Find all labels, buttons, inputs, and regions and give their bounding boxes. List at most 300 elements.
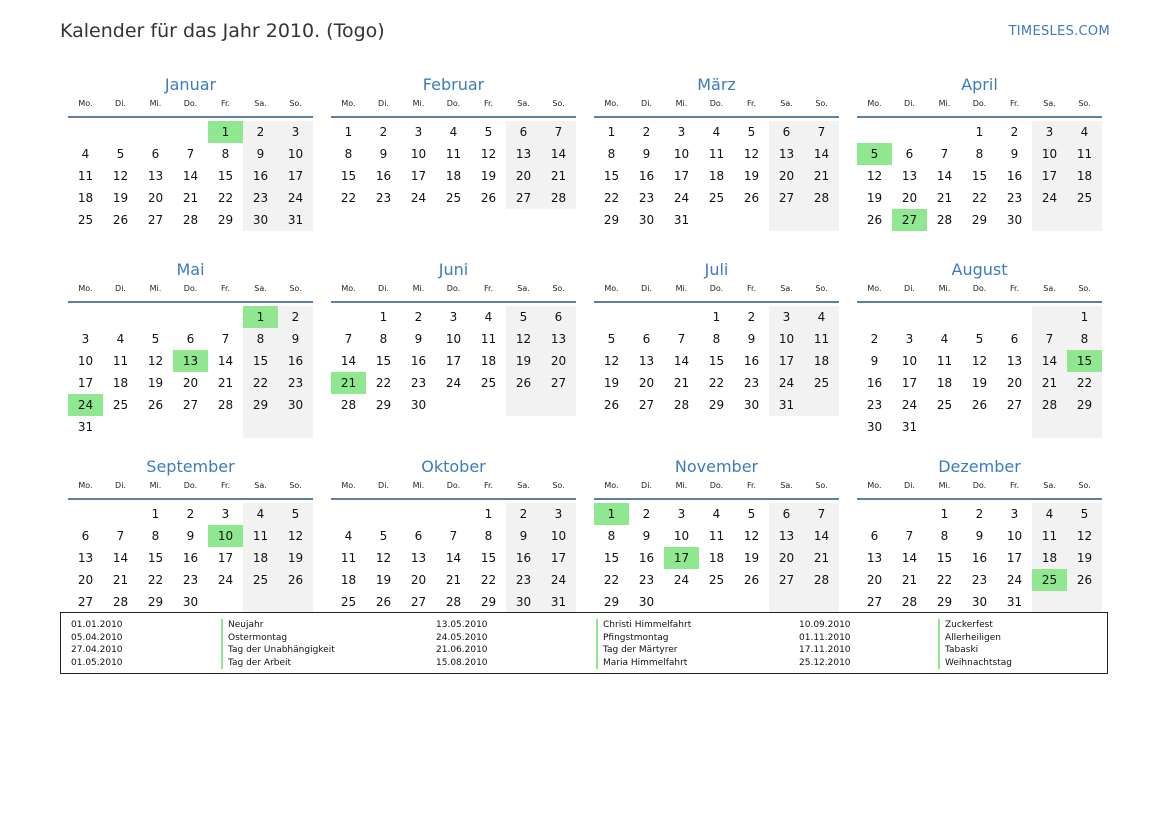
day-cell: 7 xyxy=(116,529,125,543)
day-cell: 25 xyxy=(77,213,94,227)
day-cell: 19 xyxy=(603,376,620,390)
day-cell: 17 xyxy=(664,547,699,569)
day-cell: 4 xyxy=(449,125,458,139)
day-cell: 13 xyxy=(866,551,883,565)
day-cell: 18 xyxy=(243,547,278,569)
month-name: Oktober xyxy=(421,457,486,476)
day-cell: 31 xyxy=(278,209,313,231)
day-cell: 16 xyxy=(506,547,541,569)
day-cell: 4 xyxy=(940,332,949,346)
empty-cell xyxy=(699,591,734,613)
day-cell: 5 xyxy=(484,125,493,139)
day-cell: 22 xyxy=(603,573,620,587)
weekday-label: Fr. xyxy=(483,99,494,108)
day-cell: 7 xyxy=(677,332,686,346)
weekday-header xyxy=(331,283,576,303)
day-cell: 7 xyxy=(449,529,458,543)
month-10 xyxy=(331,454,576,614)
weekday-label: Sa. xyxy=(517,284,530,293)
day-cell: 26 xyxy=(147,398,164,412)
day-grid xyxy=(331,503,576,613)
day-cell: 16 xyxy=(743,354,760,368)
day-cell: 11 xyxy=(445,147,462,161)
day-cell: 8 xyxy=(484,529,493,543)
weekday-label: Di. xyxy=(904,284,915,293)
day-cell: 22 xyxy=(1067,372,1102,394)
day-grid xyxy=(68,121,313,231)
day-cell: 18 xyxy=(112,376,129,390)
day-cell: 11 xyxy=(1032,525,1067,547)
day-cell: 24 xyxy=(278,187,313,209)
day-cell: 22 xyxy=(971,191,988,205)
day-cell: 14 xyxy=(673,354,690,368)
day-cell: 14 xyxy=(936,169,953,183)
day-cell: 9 xyxy=(506,525,541,547)
day-cell: 28 xyxy=(1032,394,1067,416)
empty-cell xyxy=(68,306,103,328)
day-cell: 29 xyxy=(217,213,234,227)
day-cell: 9 xyxy=(870,354,879,368)
day-cell: 14 xyxy=(112,551,129,565)
holiday-name: Pfingstmontag xyxy=(596,632,691,645)
weekday-label: So. xyxy=(815,284,828,293)
day-cell: 16 xyxy=(638,169,655,183)
day-cell: 17 xyxy=(769,350,804,372)
day-cell: 14 xyxy=(901,551,918,565)
day-cell: 16 xyxy=(866,376,883,390)
day-cell: 25 xyxy=(708,573,725,587)
empty-cell xyxy=(138,121,173,143)
day-cell: 4 xyxy=(344,529,353,543)
day-cell: 9 xyxy=(1010,147,1019,161)
day-cell: 13 xyxy=(541,328,576,350)
empty-cell xyxy=(664,306,699,328)
empty-cell xyxy=(138,306,173,328)
weekday-label: Mi. xyxy=(938,481,951,490)
day-cell: 7 xyxy=(905,529,914,543)
day-cell: 25 xyxy=(340,595,357,609)
day-cell: 27 xyxy=(1006,398,1023,412)
day-cell: 26 xyxy=(971,398,988,412)
day-cell: 19 xyxy=(743,169,760,183)
weekday-label: Do. xyxy=(972,284,987,293)
month-9 xyxy=(68,454,313,614)
weekday-label: Mo. xyxy=(867,284,882,293)
day-cell: 2 xyxy=(1010,125,1019,139)
day-grid xyxy=(68,503,313,613)
day-cell: 12 xyxy=(480,147,497,161)
day-cell: 8 xyxy=(151,529,160,543)
day-cell: 21 xyxy=(673,376,690,390)
day-cell: 2 xyxy=(642,125,651,139)
day-cell: 17 xyxy=(77,376,94,390)
day-cell: 14 xyxy=(804,143,839,165)
day-cell: 14 xyxy=(340,354,357,368)
empty-cell xyxy=(243,591,278,613)
empty-cell xyxy=(243,416,278,438)
day-grid xyxy=(331,306,576,416)
weekday-label: Fr. xyxy=(746,481,757,490)
empty-cell xyxy=(1032,416,1067,438)
empty-cell xyxy=(804,394,839,416)
day-cell: 26 xyxy=(743,191,760,205)
day-cell: 19 xyxy=(375,573,392,587)
day-cell: 4 xyxy=(116,332,125,346)
day-cell: 1 xyxy=(484,507,493,521)
day-cell: 26 xyxy=(866,213,883,227)
day-cell: 5 xyxy=(278,503,313,525)
empty-cell xyxy=(699,209,734,231)
day-cell: 22 xyxy=(708,376,725,390)
day-cell: 23 xyxy=(375,191,392,205)
day-cell: 12 xyxy=(147,354,164,368)
weekday-label: So. xyxy=(1078,99,1091,108)
day-cell: 1 xyxy=(607,125,616,139)
weekday-label: Sa. xyxy=(1043,99,1056,108)
page-title: Kalender für das Jahr 2010. (Togo) xyxy=(60,20,385,42)
day-cell: 9 xyxy=(642,147,651,161)
day-cell: 4 xyxy=(804,306,839,328)
empty-cell xyxy=(629,306,664,328)
weekday-label: Mo. xyxy=(78,284,93,293)
month-name: Februar xyxy=(422,75,485,94)
weekday-label: Sa. xyxy=(1043,481,1056,490)
day-cell: 6 xyxy=(1010,332,1019,346)
day-cell: 10 xyxy=(673,529,690,543)
holiday-date: 13.05.2010 xyxy=(436,620,488,630)
day-cell: 5 xyxy=(747,125,756,139)
day-cell: 16 xyxy=(971,551,988,565)
day-cell: 29 xyxy=(936,595,953,609)
weekday-label: So. xyxy=(552,481,565,490)
day-cell: 27 xyxy=(77,595,94,609)
day-cell: 11 xyxy=(112,354,129,368)
weekday-label: Fr. xyxy=(483,284,494,293)
day-cell: 24 xyxy=(541,569,576,591)
day-cell: 24 xyxy=(445,376,462,390)
day-cell: 9 xyxy=(278,328,313,350)
weekday-header xyxy=(331,480,576,500)
weekday-label: Mo. xyxy=(604,481,619,490)
day-cell: 9 xyxy=(186,529,195,543)
holiday-date: 01.01.2010 xyxy=(71,620,123,630)
day-cell: 26 xyxy=(375,595,392,609)
day-cell: 5 xyxy=(975,332,984,346)
day-cell: 21 xyxy=(804,165,839,187)
legend-names-col xyxy=(596,619,691,669)
weekday-label: Fr. xyxy=(1009,99,1020,108)
day-cell: 17 xyxy=(445,354,462,368)
site-link[interactable]: TIMESLES.COM xyxy=(1008,24,1110,39)
holiday-date: 01.11.2010 xyxy=(799,632,851,643)
day-cell: 1 xyxy=(975,125,984,139)
day-cell: 24 xyxy=(901,398,918,412)
month-name: August xyxy=(951,260,1008,279)
day-cell: 22 xyxy=(217,191,234,205)
day-cell: 23 xyxy=(1006,191,1023,205)
day-cell: 20 xyxy=(901,191,918,205)
month-name: Juli xyxy=(704,260,729,279)
day-cell: 25 xyxy=(445,191,462,205)
day-cell: 22 xyxy=(480,573,497,587)
day-cell: 3 xyxy=(449,310,458,324)
day-cell: 31 xyxy=(901,420,918,434)
day-cell: 15 xyxy=(217,169,234,183)
day-cell: 20 xyxy=(769,165,804,187)
day-cell: 27 xyxy=(769,569,804,591)
weekday-label: Mi. xyxy=(412,284,425,293)
day-cell: 2 xyxy=(414,310,423,324)
empty-cell xyxy=(1032,591,1067,613)
day-cell: 12 xyxy=(1067,525,1102,547)
day-cell: 19 xyxy=(480,169,497,183)
day-grid xyxy=(331,121,576,209)
empty-cell xyxy=(997,306,1032,328)
holiday-name: Allerheiligen xyxy=(938,632,1012,645)
day-cell: 12 xyxy=(375,551,392,565)
day-grid xyxy=(857,121,1102,231)
weekday-header xyxy=(594,480,839,500)
empty-cell xyxy=(436,394,471,416)
day-cell: 15 xyxy=(936,551,953,565)
day-cell: 23 xyxy=(243,187,278,209)
weekday-label: Do. xyxy=(183,99,198,108)
day-cell: 12 xyxy=(506,328,541,350)
day-cell: 19 xyxy=(1067,547,1102,569)
day-cell: 23 xyxy=(638,191,655,205)
month-name: Januar xyxy=(164,75,217,94)
day-cell: 30 xyxy=(971,595,988,609)
day-cell: 28 xyxy=(804,187,839,209)
holiday-name: Christi Himmelfahrt xyxy=(596,619,691,632)
day-cell: 16 xyxy=(182,551,199,565)
weekday-label: Do. xyxy=(972,481,987,490)
day-cell: 17 xyxy=(1032,165,1067,187)
day-cell: 30 xyxy=(243,209,278,231)
day-cell: 20 xyxy=(769,547,804,569)
day-cell: 18 xyxy=(480,354,497,368)
month-name: März xyxy=(697,75,736,94)
day-cell: 13 xyxy=(147,169,164,183)
weekday-label: So. xyxy=(815,481,828,490)
day-cell: 20 xyxy=(1006,376,1023,390)
month-6 xyxy=(331,257,576,454)
day-cell: 9 xyxy=(747,332,756,346)
empty-cell xyxy=(541,394,576,416)
day-cell: 6 xyxy=(769,121,804,143)
day-cell: 8 xyxy=(1067,328,1102,350)
day-cell: 29 xyxy=(243,394,278,416)
day-cell: 23 xyxy=(410,376,427,390)
day-cell: 11 xyxy=(708,529,725,543)
legend-names-col xyxy=(221,619,335,669)
day-cell: 18 xyxy=(936,376,953,390)
day-grid xyxy=(594,306,839,416)
day-cell: 8 xyxy=(607,529,616,543)
day-cell: 29 xyxy=(603,595,620,609)
empty-cell xyxy=(68,121,103,143)
weekday-label: Mi. xyxy=(675,99,688,108)
empty-cell xyxy=(1067,416,1102,438)
day-cell: 31 xyxy=(541,591,576,613)
month-name: Juni xyxy=(438,260,469,279)
day-cell: 18 xyxy=(340,573,357,587)
empty-cell xyxy=(892,503,927,525)
day-cell: 15 xyxy=(971,169,988,183)
day-cell: 8 xyxy=(221,147,230,161)
day-cell: 18 xyxy=(77,191,94,205)
empty-cell xyxy=(103,121,138,143)
day-cell: 21 xyxy=(804,547,839,569)
day-cell: 14 xyxy=(541,143,576,165)
day-cell: 18 xyxy=(1067,165,1102,187)
day-cell: 27 xyxy=(506,187,541,209)
day-cell: 15 xyxy=(603,169,620,183)
day-cell: 12 xyxy=(603,354,620,368)
empty-cell xyxy=(857,121,892,143)
empty-cell xyxy=(804,209,839,231)
day-cell: 13 xyxy=(769,143,804,165)
weekday-label: Mi. xyxy=(149,284,162,293)
day-cell: 10 xyxy=(769,328,804,350)
empty-cell xyxy=(138,416,173,438)
empty-cell xyxy=(857,306,892,328)
month-1 xyxy=(68,72,313,257)
day-cell: 2 xyxy=(379,125,388,139)
day-cell: 13 xyxy=(506,143,541,165)
weekday-label: Di. xyxy=(904,481,915,490)
day-cell: 24 xyxy=(217,573,234,587)
weekday-label: Mo. xyxy=(604,284,619,293)
weekday-label: Fr. xyxy=(220,284,231,293)
weekday-label: Mi. xyxy=(938,284,951,293)
day-cell: 30 xyxy=(278,394,313,416)
weekday-label: So. xyxy=(289,481,302,490)
day-cell: 15 xyxy=(480,551,497,565)
day-cell: 22 xyxy=(243,372,278,394)
day-cell: 15 xyxy=(1067,350,1102,372)
day-cell: 24 xyxy=(673,573,690,587)
empty-cell xyxy=(471,394,506,416)
empty-cell xyxy=(506,394,541,416)
day-cell: 21 xyxy=(1032,372,1067,394)
day-cell: 23 xyxy=(866,398,883,412)
day-cell: 18 xyxy=(804,350,839,372)
empty-cell xyxy=(366,503,401,525)
day-cell: 20 xyxy=(506,165,541,187)
day-cell: 28 xyxy=(445,595,462,609)
weekday-label: Do. xyxy=(446,481,461,490)
day-cell: 14 xyxy=(445,551,462,565)
day-cell: 1 xyxy=(344,125,353,139)
day-cell: 10 xyxy=(541,525,576,547)
day-cell: 6 xyxy=(905,147,914,161)
day-cell: 26 xyxy=(603,398,620,412)
month-name: November xyxy=(674,457,759,476)
empty-cell xyxy=(208,591,243,613)
day-cell: 27 xyxy=(410,595,427,609)
day-cell: 26 xyxy=(480,191,497,205)
holiday-date: 05.04.2010 xyxy=(71,632,123,643)
day-cell: 8 xyxy=(344,147,353,161)
day-cell: 10 xyxy=(901,354,918,368)
weekday-header xyxy=(331,98,576,118)
day-cell: 12 xyxy=(971,354,988,368)
day-cell: 28 xyxy=(901,595,918,609)
day-cell: 5 xyxy=(857,143,892,165)
empty-cell xyxy=(208,306,243,328)
month-8 xyxy=(857,257,1102,454)
day-cell: 3 xyxy=(769,306,804,328)
month-name: Mai xyxy=(176,260,205,279)
day-cell: 20 xyxy=(541,350,576,372)
day-cell: 13 xyxy=(638,354,655,368)
day-cell: 10 xyxy=(1006,529,1023,543)
day-cell: 5 xyxy=(379,529,388,543)
day-cell: 6 xyxy=(541,306,576,328)
day-cell: 7 xyxy=(221,332,230,346)
day-cell: 28 xyxy=(673,398,690,412)
month-2 xyxy=(331,72,576,257)
day-cell: 11 xyxy=(480,332,497,346)
day-cell: 16 xyxy=(243,165,278,187)
day-cell: 2 xyxy=(278,306,313,328)
day-cell: 7 xyxy=(541,121,576,143)
day-cell: 3 xyxy=(541,503,576,525)
weekday-label: Di. xyxy=(641,481,652,490)
weekday-label: Di. xyxy=(641,284,652,293)
day-cell: 12 xyxy=(866,169,883,183)
weekday-label: Di. xyxy=(115,481,126,490)
day-cell: 13 xyxy=(901,169,918,183)
empty-cell xyxy=(769,591,804,613)
day-cell: 19 xyxy=(147,376,164,390)
weekday-label: Fr. xyxy=(483,481,494,490)
holiday-date: 25.12.2010 xyxy=(799,657,851,668)
weekday-label: Sa. xyxy=(780,99,793,108)
day-cell: 17 xyxy=(1006,551,1023,565)
legend-names-col xyxy=(938,619,1012,669)
day-cell: 3 xyxy=(677,507,686,521)
day-cell: 3 xyxy=(81,332,90,346)
empty-cell xyxy=(962,416,997,438)
day-cell: 14 xyxy=(182,169,199,183)
day-cell: 3 xyxy=(221,507,230,521)
day-cell: 24 xyxy=(1032,187,1067,209)
day-cell: 7 xyxy=(186,147,195,161)
day-cell: 1 xyxy=(151,507,160,521)
day-cell: 29 xyxy=(708,398,725,412)
weekday-header xyxy=(594,98,839,118)
day-cell: 1 xyxy=(243,306,278,328)
day-cell: 8 xyxy=(975,147,984,161)
day-cell: 19 xyxy=(743,551,760,565)
day-cell: 1 xyxy=(940,507,949,521)
day-cell: 16 xyxy=(375,169,392,183)
weekday-label: Sa. xyxy=(1043,284,1056,293)
month-name: Dezember xyxy=(938,457,1021,476)
weekday-label: Fr. xyxy=(1009,284,1020,293)
empty-cell xyxy=(278,416,313,438)
day-cell: 28 xyxy=(936,213,953,227)
holiday-date: 15.08.2010 xyxy=(436,657,488,668)
day-cell: 29 xyxy=(603,213,620,227)
day-cell: 26 xyxy=(1067,569,1102,591)
weekday-label: Mo. xyxy=(341,99,356,108)
day-cell: 5 xyxy=(151,332,160,346)
holiday-name: Zuckerfest xyxy=(938,619,1012,632)
day-cell: 2 xyxy=(506,503,541,525)
